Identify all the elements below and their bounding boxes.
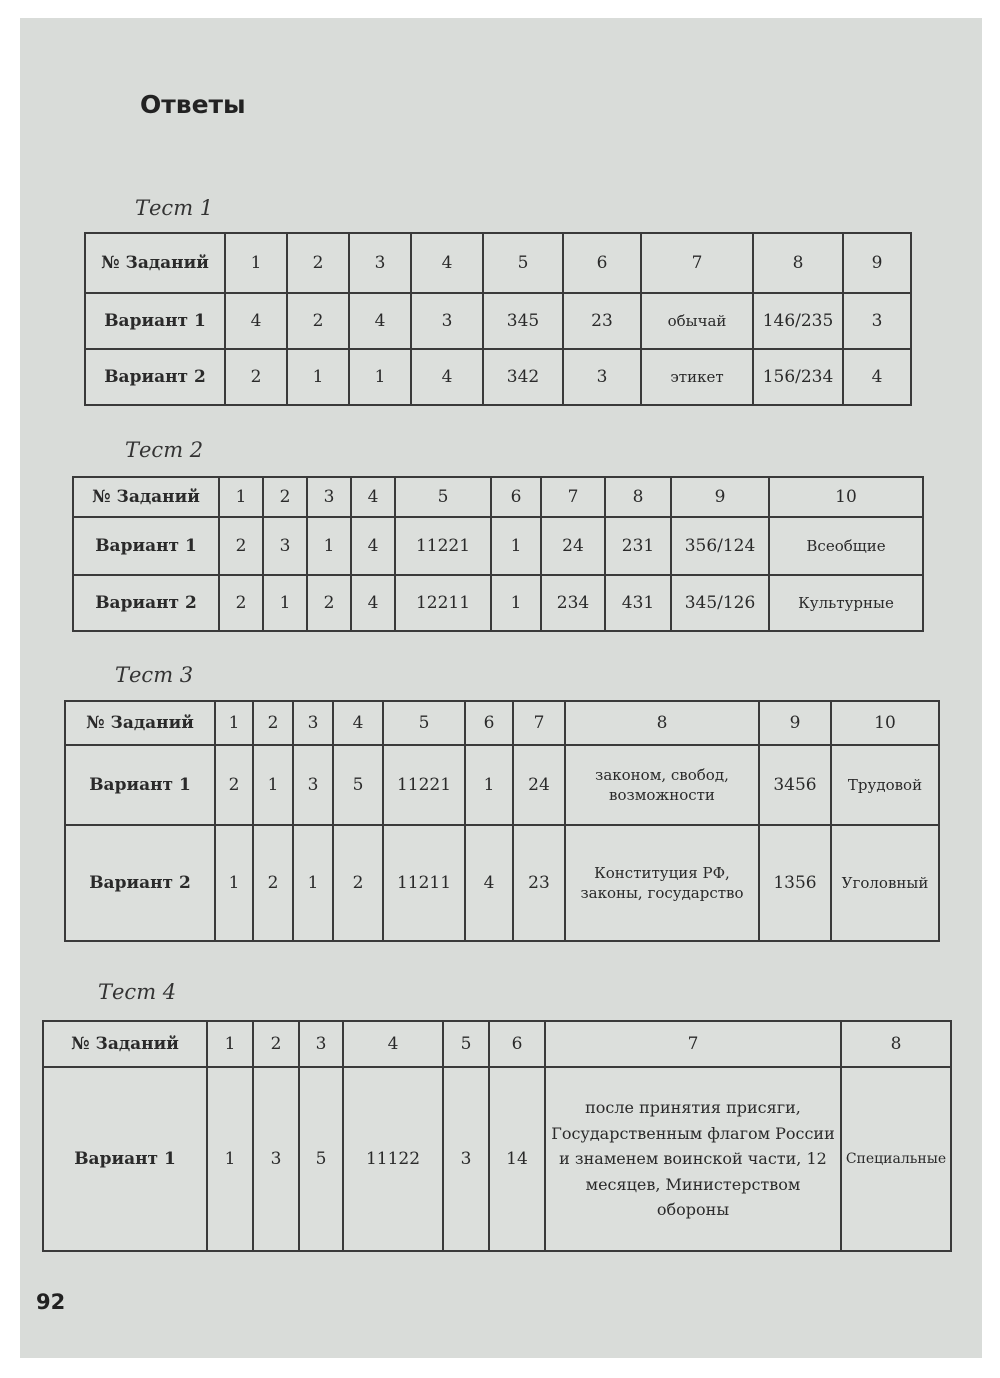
column-header: 1 [207, 1021, 253, 1067]
test-3-table [64, 700, 940, 942]
column-header: 6 [563, 233, 641, 293]
answer-cell: после принятия присяги, Государственным флагом России и знаменем воинской части, 12 месяцев, Министерством обороны [545, 1067, 841, 1251]
answer-cell: 1 [465, 745, 513, 825]
answer-cell: 2 [333, 825, 383, 941]
answer-cell: 431 [605, 575, 671, 631]
answer-cell: 11122 [343, 1067, 443, 1251]
row-label: Вариант 1 [85, 293, 225, 349]
answer-cell: 156/234 [753, 349, 843, 405]
column-header: 8 [605, 477, 671, 517]
answer-cell: 1 [491, 575, 541, 631]
header-label: № Заданий [43, 1021, 207, 1067]
column-header: 7 [545, 1021, 841, 1067]
answer-cell: 11211 [383, 825, 465, 941]
column-header: 2 [253, 701, 293, 745]
answer-cell: 23 [563, 293, 641, 349]
row-label: Вариант 2 [65, 825, 215, 941]
answer-cell: Уголовный [831, 825, 939, 941]
column-header: 5 [443, 1021, 489, 1067]
column-header: 1 [215, 701, 253, 745]
column-header: 3 [293, 701, 333, 745]
row-label: Вариант 2 [73, 575, 219, 631]
answer-cell: Конституция РФ, законы, государство [565, 825, 759, 941]
column-header: 10 [769, 477, 923, 517]
answer-cell: 2 [287, 293, 349, 349]
column-header: 2 [253, 1021, 299, 1067]
answer-cell: 231 [605, 517, 671, 575]
answer-cell: 146/235 [753, 293, 843, 349]
answer-cell: 5 [299, 1067, 343, 1251]
answer-cell: этикет [641, 349, 753, 405]
table-header-row [65, 701, 939, 745]
answer-cell: 1 [215, 825, 253, 941]
column-header: 4 [343, 1021, 443, 1067]
header-label: № Заданий [65, 701, 215, 745]
column-header: 4 [411, 233, 483, 293]
column-header: 4 [351, 477, 395, 517]
column-header: 9 [759, 701, 831, 745]
row-label: Вариант 1 [73, 517, 219, 575]
table-header-row [73, 477, 923, 517]
column-header: 8 [753, 233, 843, 293]
column-header: 9 [843, 233, 911, 293]
test-2-table [72, 476, 924, 632]
column-header: 3 [299, 1021, 343, 1067]
column-header: 5 [395, 477, 491, 517]
column-header: 3 [349, 233, 411, 293]
table-row [65, 825, 939, 941]
answer-cell: 1356 [759, 825, 831, 941]
answer-cell: 3 [263, 517, 307, 575]
answer-cell: 1 [307, 517, 351, 575]
table-row [85, 293, 911, 349]
answer-cell: законом, свобод, возможности [565, 745, 759, 825]
answer-cell: Культурные [769, 575, 923, 631]
row-label: Вариант 1 [65, 745, 215, 825]
column-header: 2 [263, 477, 307, 517]
table-header-row [43, 1021, 951, 1067]
answer-cell: 1 [293, 825, 333, 941]
column-header: 5 [483, 233, 563, 293]
answer-cell: 1 [491, 517, 541, 575]
row-label: Вариант 1 [43, 1067, 207, 1251]
answer-cell: 11221 [383, 745, 465, 825]
answer-cell: 12211 [395, 575, 491, 631]
answer-cell: Трудовой [831, 745, 939, 825]
answer-cell: 24 [541, 517, 605, 575]
answer-cell: 4 [351, 517, 395, 575]
answer-cell: 5 [333, 745, 383, 825]
answer-cell: 2 [215, 745, 253, 825]
answer-cell: 23 [513, 825, 565, 941]
answer-cell: 24 [513, 745, 565, 825]
answer-cell: 4 [411, 349, 483, 405]
answer-cell: 3 [443, 1067, 489, 1251]
column-header: 10 [831, 701, 939, 745]
answer-cell: 2 [307, 575, 351, 631]
answer-cell: 3 [253, 1067, 299, 1251]
table-row [85, 349, 911, 405]
answer-cell: 356/124 [671, 517, 769, 575]
answer-cell: 4 [465, 825, 513, 941]
answer-cell: Всеобщие [769, 517, 923, 575]
test-1-title: Тест 1 [135, 196, 214, 220]
table-row [65, 745, 939, 825]
answer-cell: Специальные [841, 1067, 951, 1251]
column-header: 8 [565, 701, 759, 745]
page-number: 92 [36, 1290, 66, 1314]
answer-cell: 345/126 [671, 575, 769, 631]
answer-cell: 1 [207, 1067, 253, 1251]
table-row [73, 575, 923, 631]
column-header: 6 [465, 701, 513, 745]
table-row [43, 1067, 951, 1251]
answer-cell: 1 [287, 349, 349, 405]
row-label: Вариант 2 [85, 349, 225, 405]
answer-cell: 1 [263, 575, 307, 631]
header-label: № Заданий [73, 477, 219, 517]
column-header: 9 [671, 477, 769, 517]
answer-cell: 4 [225, 293, 287, 349]
test-3-title: Тест 3 [115, 663, 194, 687]
table-row [73, 517, 923, 575]
answer-cell: 345 [483, 293, 563, 349]
answer-cell: 14 [489, 1067, 545, 1251]
column-header: 8 [841, 1021, 951, 1067]
column-header: 6 [491, 477, 541, 517]
answer-cell: 3 [293, 745, 333, 825]
column-header: 7 [641, 233, 753, 293]
answer-cell: 4 [351, 575, 395, 631]
test-4-title: Тест 4 [98, 980, 177, 1004]
answer-cell: 11221 [395, 517, 491, 575]
test-4-table [42, 1020, 952, 1252]
column-header: 7 [541, 477, 605, 517]
column-header: 7 [513, 701, 565, 745]
answer-cell: 1 [349, 349, 411, 405]
column-header: 4 [333, 701, 383, 745]
column-header: 5 [383, 701, 465, 745]
column-header: 3 [307, 477, 351, 517]
column-header: 1 [219, 477, 263, 517]
answer-cell: 3 [563, 349, 641, 405]
test-1-table [84, 232, 912, 406]
column-header: 6 [489, 1021, 545, 1067]
answer-cell: 3456 [759, 745, 831, 825]
answer-cell: 4 [843, 349, 911, 405]
answer-cell: 3 [843, 293, 911, 349]
answer-cell: 4 [349, 293, 411, 349]
answer-cell: 2 [225, 349, 287, 405]
answer-cell: обычай [641, 293, 753, 349]
answer-cell: 234 [541, 575, 605, 631]
test-2-title: Тест 2 [125, 438, 204, 462]
answer-cell: 2 [219, 517, 263, 575]
table-header-row [85, 233, 911, 293]
header-label: № Заданий [85, 233, 225, 293]
page-heading: Ответы [140, 90, 246, 119]
answer-cell: 2 [219, 575, 263, 631]
column-header: 1 [225, 233, 287, 293]
column-header: 2 [287, 233, 349, 293]
answer-cell: 1 [253, 745, 293, 825]
answer-cell: 342 [483, 349, 563, 405]
answer-cell: 2 [253, 825, 293, 941]
answer-cell: 3 [411, 293, 483, 349]
book-page [20, 18, 982, 1358]
